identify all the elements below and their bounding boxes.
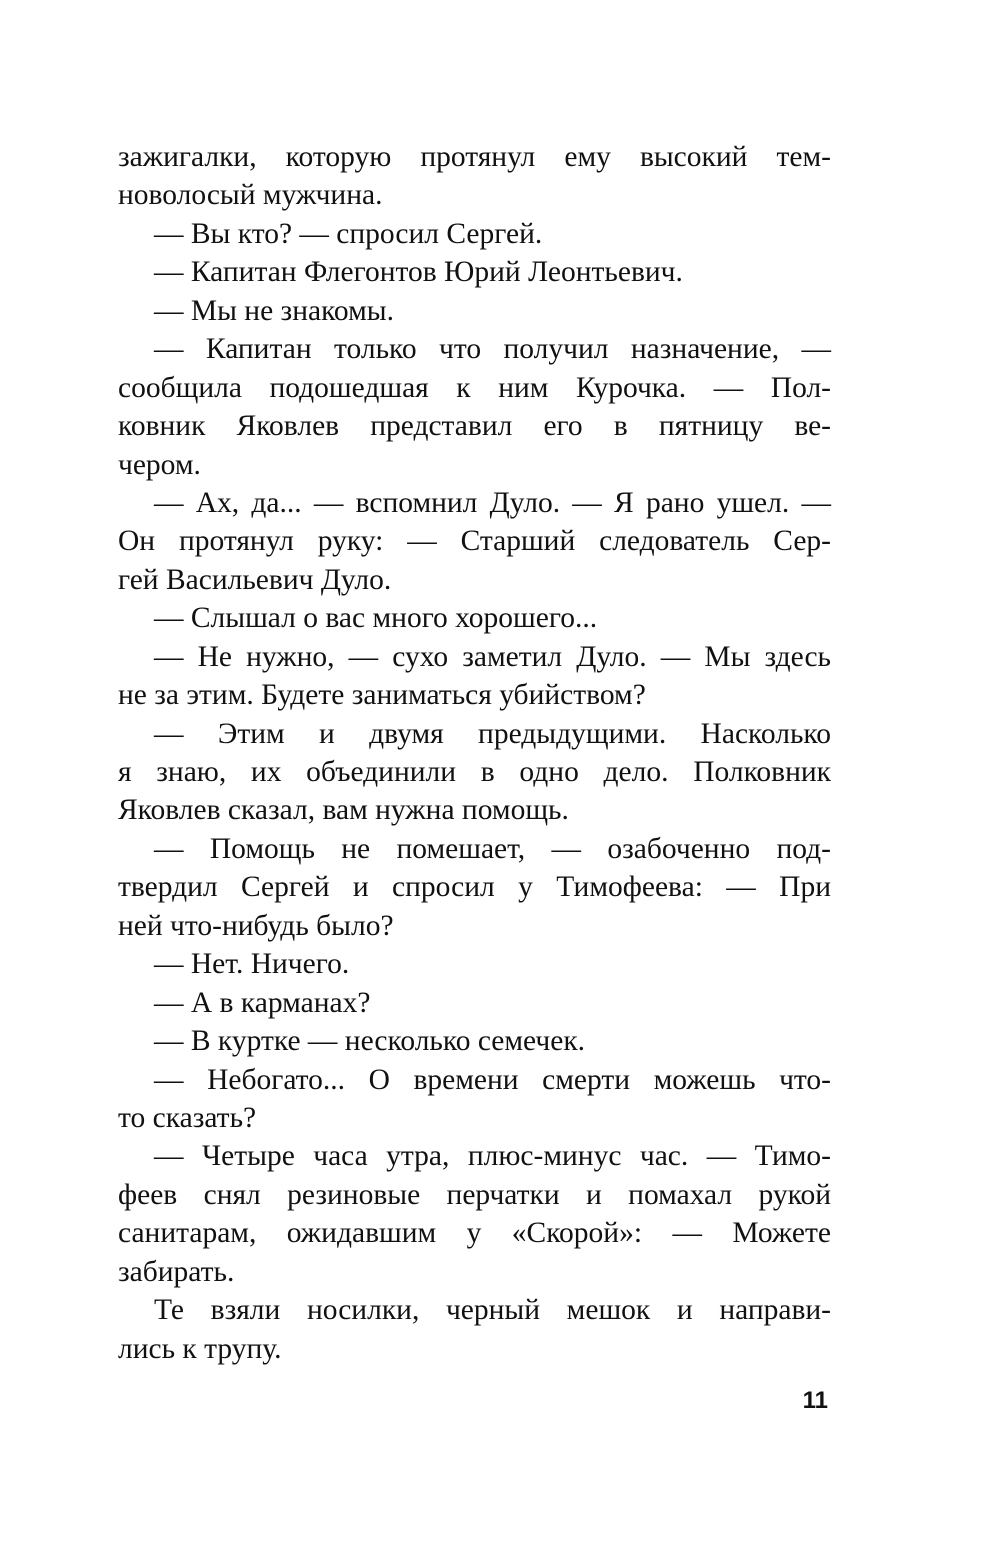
text-line: — Небогато... О времени смерти можешь что- <box>154 1063 831 1096</box>
text-line: новолосый мужчина. <box>118 179 383 212</box>
body-text <box>118 138 831 1368</box>
text-line: — Нет. Ничего. <box>154 948 350 981</box>
text-line: санитарам, ожидавшим у «Скорой»: — Можете <box>118 1217 831 1250</box>
text-line: твердил Сергей и спросил у Тимофеева: — При <box>118 871 831 904</box>
text-line: то сказать? <box>118 1101 257 1134</box>
text-line: Он протянул руку: — Старший следователь Сер- <box>118 525 831 558</box>
text-line: сообщила подошедшая к ним Курочка. — Пол- <box>118 371 831 404</box>
text-line: гей Васильевич Дуло. <box>118 563 392 596</box>
text-line: — Капитан только что получил назначение, — <box>154 333 831 366</box>
text-line: — Этим и двумя предыдущими. Насколько <box>154 717 831 750</box>
text-line: — Не нужно, — сухо заметил Дуло. — Мы здесь <box>154 640 831 673</box>
text-line: забирать. <box>118 1255 235 1288</box>
text-line: — Слышал о вас много хорошего... <box>154 602 598 635</box>
text-line: — А в карманах? <box>154 986 371 1019</box>
text-line: я знаю, их объединили в одно дело. Полковник <box>118 756 831 788</box>
text-line: феев снял резиновые перчатки и помахал рукой <box>118 1178 831 1211</box>
text-line: — Помощь не помешает, — озабоченно под- <box>154 832 831 865</box>
text-line: ней что-нибудь было? <box>118 909 394 942</box>
text-line: ковник Яковлев представил его в пятницу ве- <box>118 410 831 443</box>
text-line: — Капитан Флегонтов Юрий Леонтьевич. <box>154 256 683 289</box>
page-number: 11 <box>802 1387 828 1414</box>
text-line: — Четыре часа утра, плюс-минус час. — Тимо- <box>154 1140 831 1173</box>
text-line: лись к трупу. <box>118 1332 282 1365</box>
text-line: не за этим. Будете заниматься убийством? <box>118 679 646 712</box>
text-line: Те взяли носилки, черный мешок и направи- <box>154 1294 831 1327</box>
text-line: — Ах, да... — вспомнил Дуло. — Я рано ушел. — <box>154 486 831 519</box>
text-line: чером. <box>118 448 201 481</box>
text-line: — Вы кто? — спросил Сергей. <box>154 217 543 250</box>
text-line: зажигалки, которую протянул ему высокий тем- <box>118 141 831 173</box>
text-line: Яковлев сказал, вам нужна помощь. <box>118 794 569 827</box>
text-line: — Мы не знакомы. <box>154 294 394 327</box>
text-line: — В куртке — несколько семечек. <box>154 1025 586 1058</box>
